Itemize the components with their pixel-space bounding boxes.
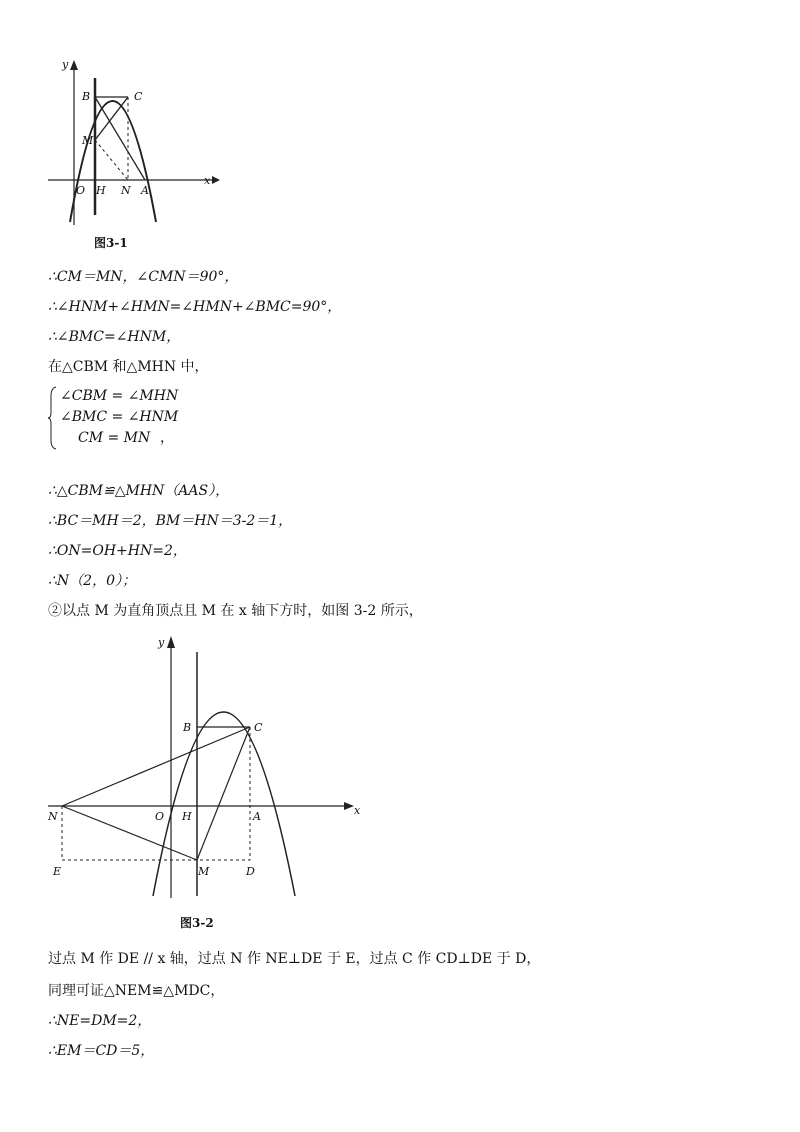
label-n: N (121, 184, 131, 197)
label-b: B (183, 721, 192, 734)
figure-3-1 (40, 50, 230, 230)
brace-comma: ， (160, 430, 174, 446)
text-line-12: ∴NE=DM=2， (48, 1013, 152, 1029)
label-o: O (155, 810, 165, 823)
text-line-6: ∴BC＝MH＝2，BM＝HN＝3-2＝1， (48, 513, 293, 529)
text-line-1: ∴CM＝MN，∠CMN＝90°， (48, 269, 239, 285)
figure-3-1-caption: 图3-1 (94, 236, 128, 250)
y-axis-arrow (70, 60, 78, 70)
label-h: H (96, 184, 106, 197)
label-a: A (253, 810, 261, 823)
label-m: M (82, 134, 94, 147)
text-line-13: ∴EM＝CD＝5， (48, 1043, 155, 1059)
text-line-9: ②以点 M 为直角顶点且 M 在 x 轴下方时，如图 3-2 所示， (48, 603, 423, 619)
text-line-2: ∴∠HNM+∠HMN=∠HMN+∠BMC=90°， (48, 299, 342, 315)
label-y: y (158, 636, 165, 649)
y-axis-arrow (167, 636, 175, 648)
text-line-10: 过点 M 作 DE // x 轴，过点 N 作 NE⊥DE 于 E，过点 C 作 CD⊥DE 于 D， (48, 951, 541, 967)
text-line-7: ∴ON=OH+HN=2， (48, 543, 187, 559)
text-line-4: 在△CBM 和△MHN 中， (48, 359, 209, 375)
text-line-3: ∴∠BMC=∠HNM， (48, 329, 181, 345)
brace-eq-3: CM = MN (78, 430, 151, 446)
label-o: O (76, 184, 86, 197)
label-a: A (141, 184, 149, 197)
text-line-5: ∴△CBM≌△MHN（AAS）， (48, 483, 230, 499)
segment-cm (95, 97, 128, 140)
label-h: H (182, 810, 192, 823)
figure-3-2-caption: 图3-2 (180, 916, 214, 930)
segment-nm (62, 806, 197, 860)
brace-eq-2: ∠BMC = ∠HNM (60, 409, 179, 425)
figure-3-2 (40, 628, 370, 908)
x-axis-arrow (344, 802, 354, 810)
label-c: C (254, 721, 263, 734)
segment-mc (197, 727, 250, 860)
label-e: E (53, 865, 62, 878)
label-x: x (204, 174, 211, 187)
text-line-8: ∴N（2，0）； (48, 573, 136, 589)
label-b: B (82, 90, 91, 103)
label-x: x (354, 804, 361, 817)
dashed-mn (95, 140, 128, 180)
left-brace (48, 386, 58, 450)
parabola (70, 101, 156, 222)
brace-eq-1: ∠CBM = ∠MHN (60, 388, 179, 404)
label-m: M (198, 865, 210, 878)
label-n: N (48, 810, 58, 823)
label-d: D (246, 865, 255, 878)
x-axis-arrow (212, 176, 220, 184)
parabola (153, 712, 295, 896)
label-c: C (134, 90, 143, 103)
segment-nc (62, 727, 250, 806)
text-line-11: 同理可证△NEM≌△MDC， (48, 983, 225, 999)
label-y: y (62, 58, 69, 71)
